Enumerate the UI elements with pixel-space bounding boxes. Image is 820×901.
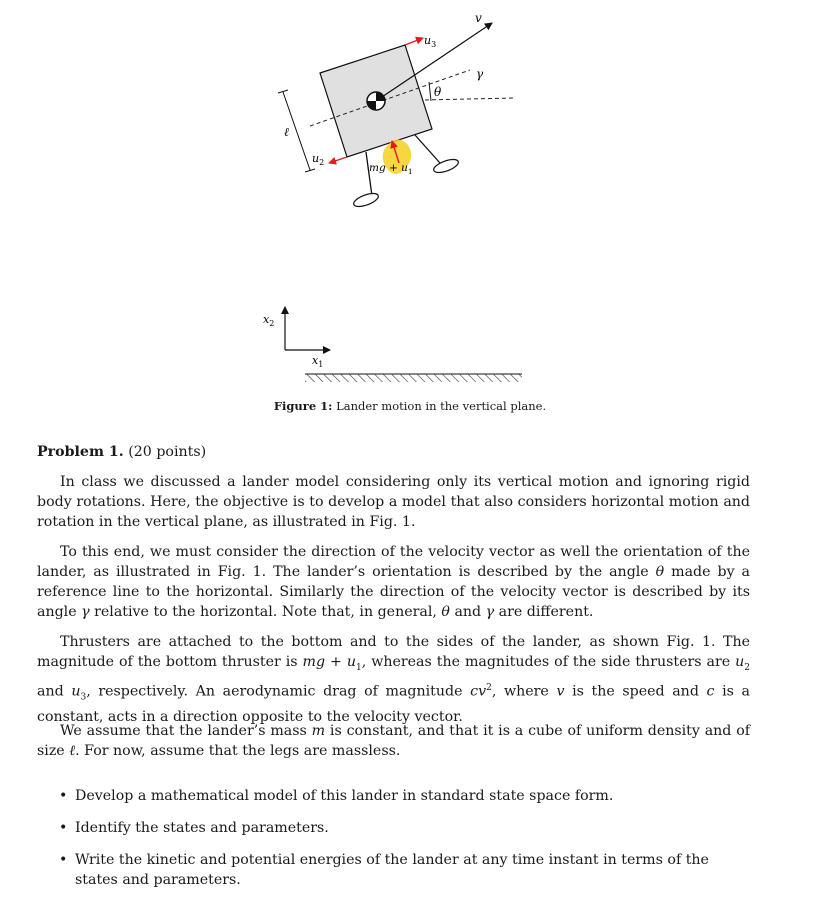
label-u3: $u_3$ (424, 34, 437, 49)
paragraph-3 (37, 632, 750, 727)
left-leg (366, 152, 372, 196)
task-item: • Write the kinetic and potential energies of the lander at any time instant in terms of the states and parameters. (55, 850, 750, 890)
paragraph-4-text: We assume that the lander’s mass m is constant, and that it is a cube of uniform density and of size ℓ. For now, assume that the legs are massless. (37, 723, 750, 759)
paragraph-2-text: To this end, we must consider the direction of the velocity vector as well the orientation of the lander, as illustrated in Fig. 1. The lander’s orientation is described by the angle θ made by a reference line to the horizontal. Similarly the direction of the velocity vector is described by its angle γ relative to the horizontal. Note that, in general, θ and γ are different. (37, 544, 750, 620)
problem-title: Problem 1. (37, 444, 124, 460)
figure-caption (0, 399, 820, 413)
task-item: • Develop a mathematical model of this lander in standard state space form. (55, 786, 750, 806)
lander-figure (0, 0, 820, 420)
ground-hatch (305, 374, 522, 382)
u2-arrow (329, 157, 347, 163)
problem-heading (37, 444, 206, 460)
right-leg (415, 135, 440, 163)
paragraph-1-text: In class we discussed a lander model considering only its vertical motion and ignoring rigid body rotations. Here, the objective is to develop a model that also considers horizontal motion and rotation in the vertical plane, as illustrated in Fig. 1. (37, 474, 750, 530)
label-x1: $x_1$ (312, 354, 324, 369)
caption-text: Lander motion in the vertical plane. (336, 399, 547, 413)
paragraph-1 (37, 472, 750, 532)
u3-arrow (405, 38, 423, 45)
task-item: • Identify the states and parameters. (55, 818, 750, 838)
label-u2: $u_2$ (312, 152, 325, 167)
center-of-mass-icon (367, 92, 385, 110)
problem-points: (20 points) (128, 444, 207, 460)
task-list (55, 786, 750, 890)
theta-bracket (429, 82, 431, 101)
label-v: v (475, 11, 482, 25)
label-bottom-force: mg + $u_1$ (369, 162, 413, 176)
left-foot (352, 191, 380, 209)
label-ell: ℓ (284, 125, 289, 139)
caption-label: Figure 1: (273, 399, 333, 413)
label-theta: θ (434, 85, 442, 99)
paragraph-3-text: Thrusters are attached to the bottom and to the sides of the lander, as shown Fig. 1. The magnitude of the bottom thruster is mg + $u_1$, whereas the magnitudes of the side thrusters are $u_2$ and $u_3$, respectively. An aerodynamic drag of magnitude $cv^2$, where v is the speed and c is a constant, acts in a direction opposite to the velocity vector. (37, 634, 750, 726)
paragraph-2 (37, 542, 750, 622)
label-gamma: γ (476, 67, 484, 81)
paragraph-4 (37, 721, 750, 761)
label-x2: $x_2$ (263, 313, 275, 328)
